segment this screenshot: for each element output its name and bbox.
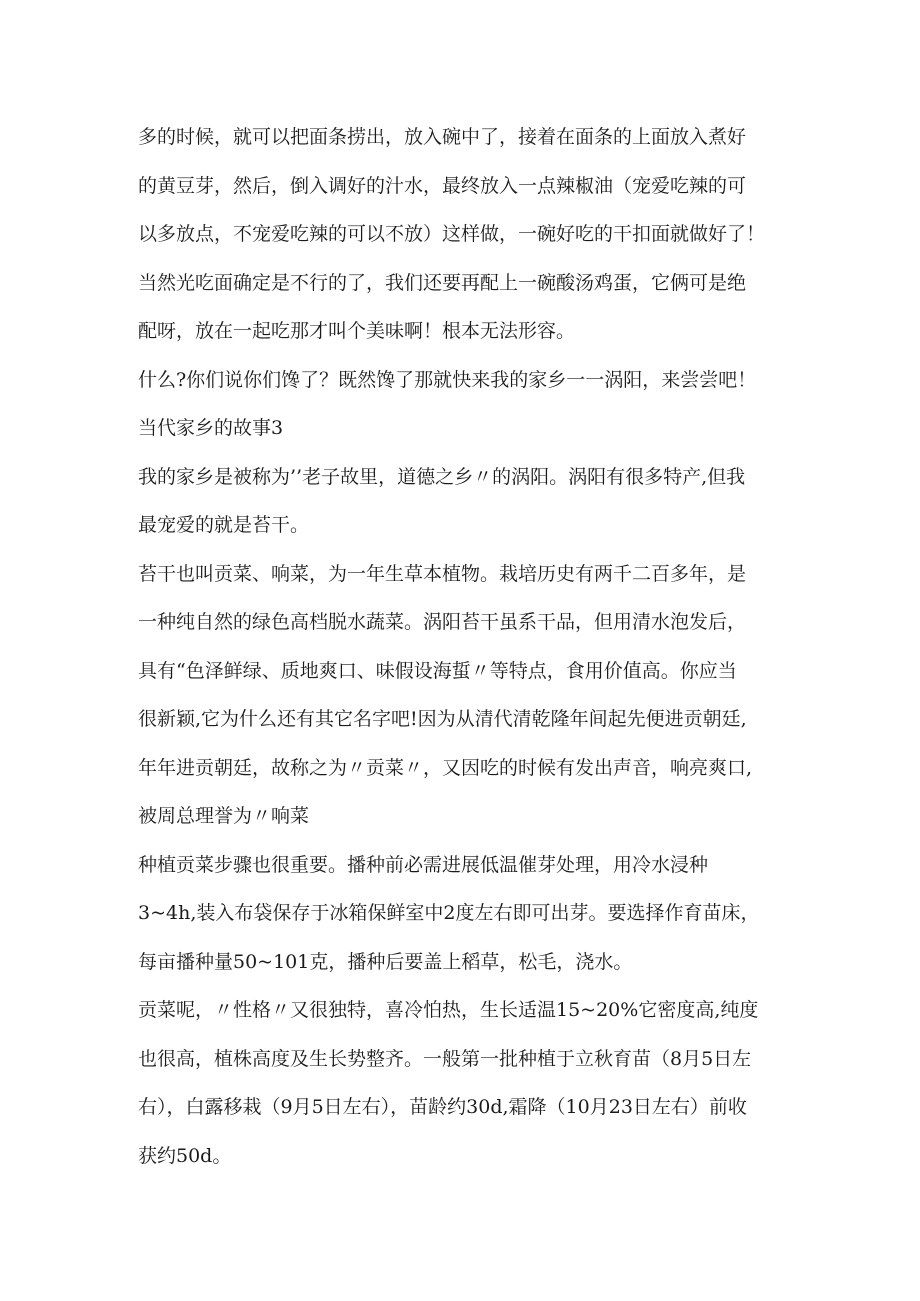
text-line-9: 最宠爱的就是苔干。 [138, 514, 310, 536]
text-line-10: 苔干也叫贡菜、响菜，为一年生草本植物。栽培历史有两千二百多年，是 [138, 562, 747, 585]
text-line-20: 也很高，植株高度及生长势整齐。一般第一批种植于立秋育苗（8月5日左 [138, 1047, 752, 1070]
text-line-14: 年年进贡朝廷，故称之为〃贡菜〃，又因吃的时候有发出声音，响亮爽口, [138, 756, 753, 779]
text-line-19: 贡菜呢，〃性格〃又很独特，喜冷怕热，生长适温15~20%它密度高,纯度 [138, 999, 759, 1021]
text-line-8: 我的家乡是被称为’’老子故里，道德之乡〃的涡阳。涡阳有很多特产,但我 [138, 465, 746, 488]
text-line-16: 种植贡菜步骤也很重要。播种前必需进展低温催芽处理，用冷水浸种 [138, 853, 709, 876]
text-line-5: 配呀，放在一起吃那才叫个美味啊！根本无法形容。 [138, 320, 576, 342]
text-line-1: 多的时候，就可以把面条捞出，放入碗中了，接着在面条的上面放入煮好 [138, 126, 747, 148]
text-line-2: 的黄豆芽，然后，倒入调好的汁水，最终放入一点辣椒油（宠爱吃辣的可 [138, 174, 747, 197]
text-line-21: 右），白露移栽（9月5日左右），苗龄约30d,霜降（10月23日左右）前收 [138, 1096, 747, 1118]
text-line-17: 3~4h,装入布袋保存于冰箱保鲜室中2度左右即可出芽。要选择作育苗床， [138, 902, 760, 924]
text-line-13: 很新颖,它为什么还有其它名字吧!因为从清代清乾隆年间起先便进贡朝廷, [138, 708, 747, 730]
text-line-18: 每亩播种量50~101克，播种后要盖上稻草，松毛，浇水。 [138, 950, 633, 973]
document-body [138, 113, 798, 1180]
text-line-11: 一种纯自然的绿色高档脱水蔬菜。涡阳苔干虽系干品，但用清水泡发后， [138, 611, 747, 633]
text-line-6: 什么?你们说你们馋了？既然馋了那就快来我的家乡一一涡阳，来尝尝吧！ [138, 368, 757, 391]
text-line-15: 被周总理誉为〃响菜 [138, 805, 310, 827]
text-line-12: 具有“色泽鲜绿、质地爽口、味假设海蜇〃等特点，食用价值高。你应当 [138, 659, 737, 682]
text-line-3: 以多放点，不宠爱吃辣的可以不放）这样做，一碗好吃的干扣面就做好了！ [138, 223, 766, 245]
text-line-22: 获约50d。 [138, 1144, 232, 1167]
text-line-4: 当然光吃面确定是不行的了，我们还要再配上一碗酸汤鸡蛋，它俩可是绝 [138, 271, 747, 294]
section-heading: 当代家乡的故事3 [138, 417, 284, 439]
